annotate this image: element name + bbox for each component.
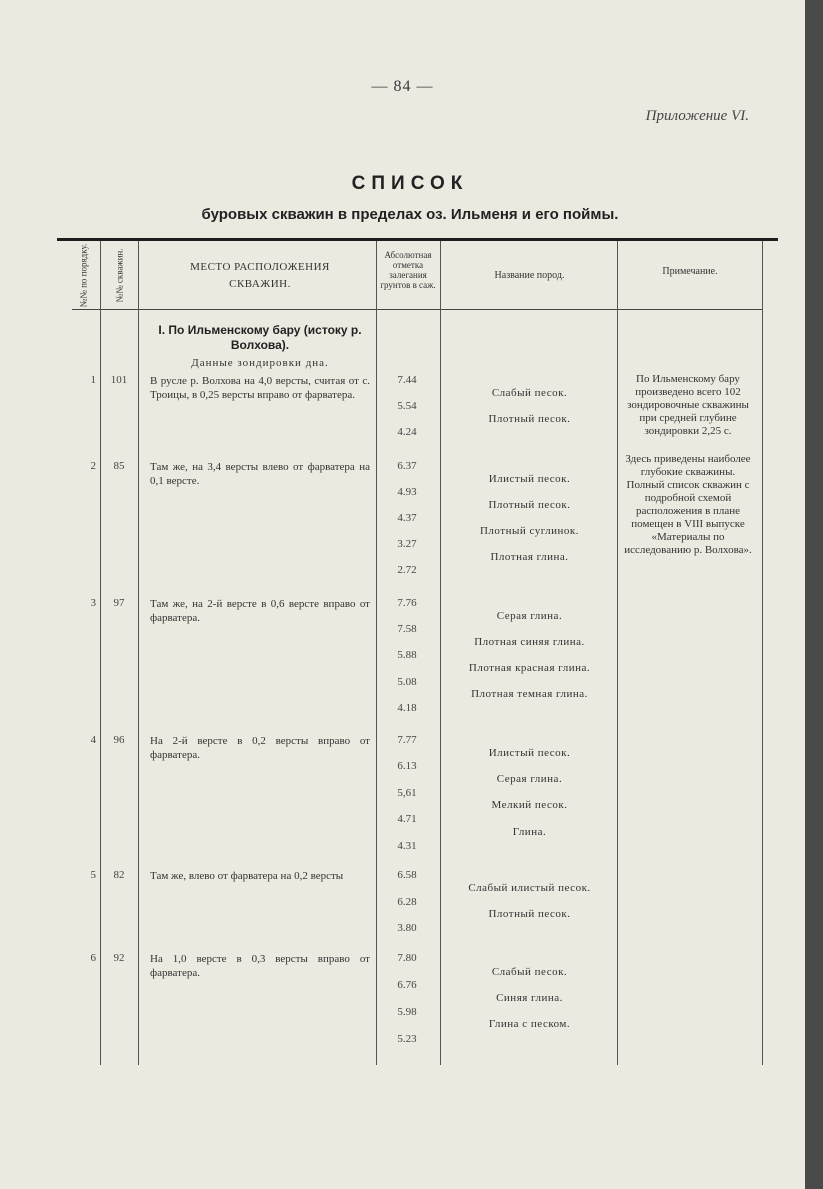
row-order: 1	[90, 374, 96, 386]
page-number: — 84 —	[371, 78, 434, 95]
row-location: На 2-й версте в 0,2 версты вправо от фарватера.	[150, 735, 370, 761]
rock-name: Плотный песок.	[488, 499, 571, 511]
appendix-label: Приложение VI.	[645, 108, 749, 124]
rock-name: Плотный песок.	[488, 908, 571, 920]
row-order: 6	[90, 952, 96, 964]
altitude-value: 5.88	[397, 649, 417, 661]
rock-name: Илистый песок.	[488, 747, 571, 759]
altitude-value: 6.58	[397, 869, 417, 881]
rock-name: Слабый песок.	[491, 966, 568, 978]
rock-name: Серая глина.	[496, 610, 563, 622]
row-location: В русле р. Волхова на 4,0 версты, считая от с. Троицы, в 0,25 версты вправо от фарватера.	[150, 375, 370, 401]
page-title: СПИСОК	[351, 173, 469, 194]
header-note: Примечание.	[662, 266, 718, 277]
altitude-value: 4.18	[397, 702, 417, 714]
row-location: Там же, влево от фарватера на 0,2 версты	[150, 870, 344, 882]
altitude-value: 7.76	[397, 597, 417, 609]
altitude-value: 6.13	[397, 760, 417, 772]
note-text-1: По Ильменскому бару произведено всего 102 зондировочные скважины при средней глубине зондировки 2,25 с.	[627, 373, 749, 437]
rock-name: Серая глина.	[496, 773, 563, 785]
row-well: 82	[113, 869, 125, 881]
altitude-value: 5.98	[397, 1006, 417, 1018]
altitude-value: 6.37	[397, 460, 417, 472]
row-order: 2	[90, 460, 96, 472]
header-bottom-rule	[72, 309, 762, 310]
altitude-value: 4.31	[397, 840, 417, 852]
altitude-value: 5,61	[397, 787, 417, 799]
altitude-value: 6.76	[397, 979, 417, 991]
rock-name: Глина.	[512, 826, 547, 838]
rock-name: Глина с песком.	[488, 1018, 571, 1030]
rock-name: Плотная красная глина.	[468, 662, 591, 674]
rock-name: Плотная синяя глина.	[474, 636, 585, 648]
row-order: 5	[90, 869, 96, 881]
rock-name: Плотная темная глина.	[471, 688, 588, 700]
header-well: №№ скважин.	[114, 248, 125, 303]
altitude-value: 3.27	[397, 538, 417, 550]
altitude-value: 5.54	[397, 400, 417, 412]
row-location: На 1,0 версте в 0,3 версты вправо от фарватера.	[150, 953, 370, 979]
row-order: 3	[90, 597, 96, 609]
altitude-value: 6.28	[397, 896, 417, 908]
note-text-2: Здесь приведены наиболее глубокие скважины. Полный список скважин с подробной схемой расположения в плане помещен в VIII выпуске «Материалы по исследованию р. Волхова».	[624, 453, 752, 556]
row-well: 97	[113, 597, 125, 609]
row-well: 85	[113, 460, 125, 472]
altitude-value: 4.93	[397, 486, 417, 498]
rock-name: Плотная глина.	[490, 551, 569, 563]
rock-name: Слабый илистый песок.	[468, 882, 591, 894]
section-subheading: Данные зондировки дна.	[191, 357, 329, 369]
row-location: Там же, на 2-й версте в 0,6 версте вправо от фарватера.	[150, 598, 370, 624]
row-well: 96	[113, 734, 125, 746]
altitude-value: 7.58	[397, 623, 417, 635]
page-subtitle: буровых скважин в пределах оз. Ильменя и его поймы.	[201, 206, 619, 223]
rock-name: Илистый песок.	[488, 473, 571, 485]
rock-name: Слабый песок.	[491, 387, 568, 399]
column-divider	[440, 241, 441, 1065]
header-rock: Название пород.	[494, 270, 565, 281]
altitude-value: 3.80	[397, 922, 417, 934]
altitude-value: 7.44	[397, 374, 417, 386]
header-order: №№ по порядку.	[78, 243, 89, 308]
rock-name: Плотный песок.	[488, 413, 571, 425]
header-altitude: Абсолютная отметка залегания грунтов в саж.	[380, 250, 436, 290]
altitude-value: 7.80	[397, 952, 417, 964]
rock-name: Синяя глина.	[496, 992, 563, 1004]
altitude-value: 2.72	[397, 564, 417, 576]
column-divider	[138, 241, 139, 1065]
rock-name: Плотный суглинок.	[479, 525, 580, 537]
altitude-value: 7.77	[397, 734, 417, 746]
column-divider	[762, 241, 763, 1065]
altitude-value: 4.24	[397, 426, 417, 438]
table-top-rule	[57, 238, 778, 241]
row-location: Там же, на 3,4 версты влево от фарватера на 0,1 версте.	[150, 461, 370, 487]
rock-name: Мелкий песок.	[491, 799, 568, 811]
column-divider	[617, 241, 618, 1065]
altitude-value: 5.23	[397, 1033, 417, 1045]
altitude-value: 4.71	[397, 813, 417, 825]
altitude-value: 5.08	[397, 676, 417, 688]
header-location: МЕСТО РАСПОЛОЖЕНИЯ СКВАЖИН.	[190, 261, 330, 290]
row-well: 101	[110, 374, 128, 386]
section-heading: I. По Ильменскому бару (истоку р. Волхова).	[158, 323, 362, 352]
row-order: 4	[90, 734, 96, 746]
column-divider	[100, 241, 101, 1065]
row-well: 92	[113, 952, 125, 964]
altitude-value: 4.37	[397, 512, 417, 524]
